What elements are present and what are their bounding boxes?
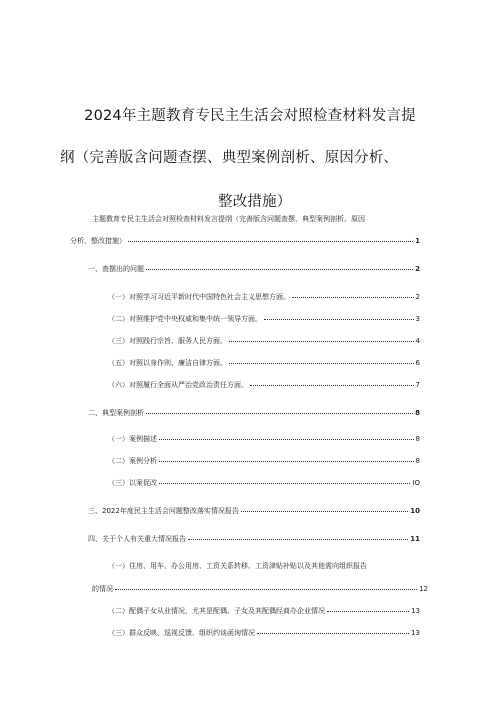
toc-entry[interactable]: （一）案例描述 8 [108,435,420,443]
toc-entry[interactable]: （三）群众反映、巡视反馈、组织约谈函询情况 13 [108,629,420,637]
document-title-line-2: 纲（完善版含问题查摆、典型案例剖析、原因分析、 [60,150,399,166]
toc-entry[interactable]: 三、2022年度民主生活会问题整改落实情况报告 10 [88,507,420,515]
toc-entry[interactable]: （二）配偶子女从业情况，尤其是配偶、子女及其配偶经商办企业情况 13 [108,607,420,615]
toc-entry[interactable]: 分析、整改措施） 1 [70,237,420,245]
document-title-line-1: 2024年主题教育专民主生活会对照检查材料发言提 [84,108,416,124]
toc-entry[interactable]: 的情况 12 [92,585,428,593]
toc-entry[interactable]: 一、查摆出的问题 2 [88,265,420,273]
toc-entry[interactable]: （三）以案促改 IO [108,479,420,487]
toc-intro-line: 主题教育专民主生活会对照检查材料发言提纲（完善版含问题查摆、典型案例剖析、原因 [92,215,365,223]
toc-entry[interactable]: （三）对照践行宗旨、服务人民方面。 4 [108,337,420,345]
toc-entry[interactable]: 四、关于个人有关重大情况报告 11 [88,535,420,543]
toc-entry[interactable]: （六）对照履行全面从严治党政治责任方面。 7 [108,381,420,389]
document-title-line-3: 整改措施） [218,194,292,210]
toc-entry[interactable]: （二）对照维护党中央权威和集中统一领导方面。 3 [108,315,420,323]
toc-entry[interactable]: （一）对照学习习近平新时代中国特色社会主义思想方面。 2 [108,293,420,301]
toc-subentry-line: （一）住房、用车、办公用房、工资关系转移、工资津贴补贴以及其他需向组织报告 [108,562,367,570]
toc-entry[interactable]: （五）对照以身作则、廉洁自律方面。 6 [108,359,420,367]
toc-entry[interactable]: 二、典型案例剖析 8 [88,409,420,417]
toc-entry[interactable]: （二）案例分析 8 [108,457,420,465]
